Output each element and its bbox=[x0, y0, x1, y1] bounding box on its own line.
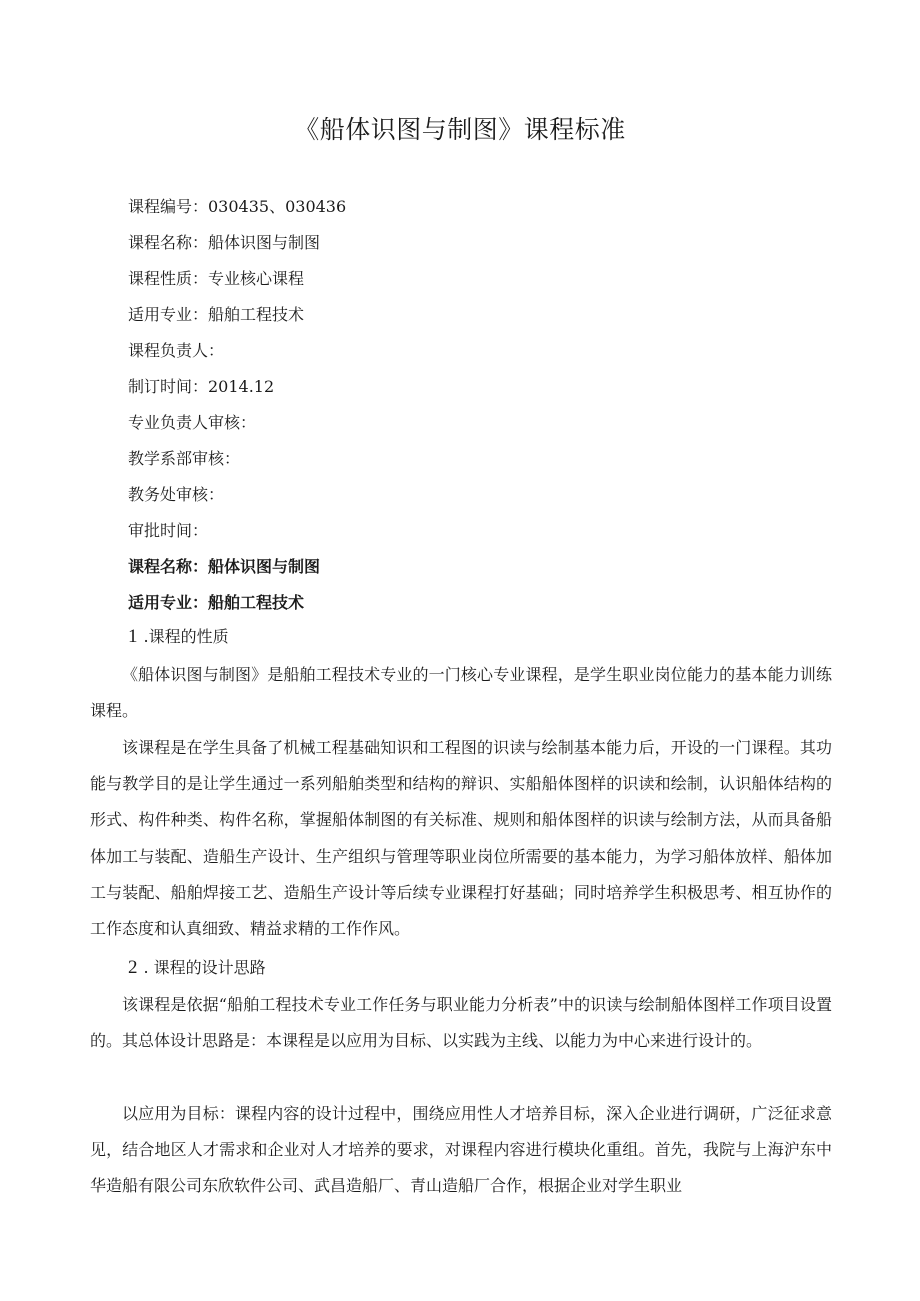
course-meta-list bbox=[128, 192, 346, 624]
meta-major-review: 专业负责人审核： bbox=[128, 413, 257, 432]
meta-academic-office-review: 教务处审核： bbox=[128, 485, 225, 504]
meta-date: 制订时间：2014.12 bbox=[128, 377, 275, 396]
bold-applicable-major: 适用专业：船舶工程技术 bbox=[128, 593, 305, 612]
meta-course-name: 课程名称：船体识图与制图 bbox=[128, 233, 321, 252]
meta-department-review: 教学系部审核： bbox=[128, 449, 241, 468]
meta-applicable-major: 适用专业：船舶工程技术 bbox=[128, 305, 305, 324]
section-1-paragraph-1: 《船体识图与制图》是船舶工程技术专业的一门核心专业课程，是学生职业岗位能力的基本能力训练课程。 bbox=[90, 665, 832, 721]
document-title: 《船体识图与制图》课程标准 bbox=[294, 115, 626, 144]
section-1-paragraph-2: 该课程是在学生具备了机械工程基础知识和工程图的识读与绘制基本能力后，开设的一门课程。其功能与教学目的是让学生通过一系列船舶类型和结构的辩识、实船船体图样的识读和绘制，认识船体结构的形式、构件种类、构件名称，掌握船体制图的有关标准、规则和船体图样的识读与绘制方法，从而具备船体加工与装配、造船生产设计、生产组织与管理等职业岗位所需要的基本能力，为学习船体放样、船体加工与装配、船舶焊接工艺、造船生产设计等后续专业课程打好基础；同时培养学生积极思考、相互协作的工作态度和认真细致、精益求精的工作作风。 bbox=[90, 738, 832, 939]
section-number: 2 bbox=[128, 957, 138, 978]
meta-course-nature: 课程性质：专业核心课程 bbox=[128, 269, 305, 288]
meta-approval-time: 审批时间： bbox=[128, 521, 209, 540]
section-heading-2 bbox=[128, 955, 266, 979]
meta-course-code: 课程编号：030435、030436 bbox=[128, 197, 347, 216]
bold-course-name: 课程名称：船体识图与制图 bbox=[128, 557, 321, 576]
section-2-paragraph-2: 以应用为目标：课程内容的设计过程中，围绕应用性人才培养目标，深入企业进行调研，广泛征求意见，结合地区人才需求和企业对人才培养的要求，对课程内容进行模块化重组。首先，我院与上海沪东中华造船有限公司东欣软件公司、武昌造船厂、青山造船厂合作，根据企业对学生职业 bbox=[90, 1104, 832, 1196]
section-number: 1 bbox=[128, 626, 138, 647]
section-2-paragraph-1: 该课程是依据“船舶工程技术专业工作任务与职业能力分析表”中的识读与绘制船体图样工作项目设置的。其总体设计思路是：本课程是以应用为目标、以实践为主线、以能力为中心来进行设计的。 bbox=[90, 995, 832, 1051]
meta-course-owner: 课程负责人： bbox=[128, 341, 225, 360]
section-title: .课程的性质 bbox=[143, 627, 229, 646]
section-heading-1 bbox=[128, 624, 229, 648]
section-title: . 课程的设计思路 bbox=[143, 958, 266, 977]
